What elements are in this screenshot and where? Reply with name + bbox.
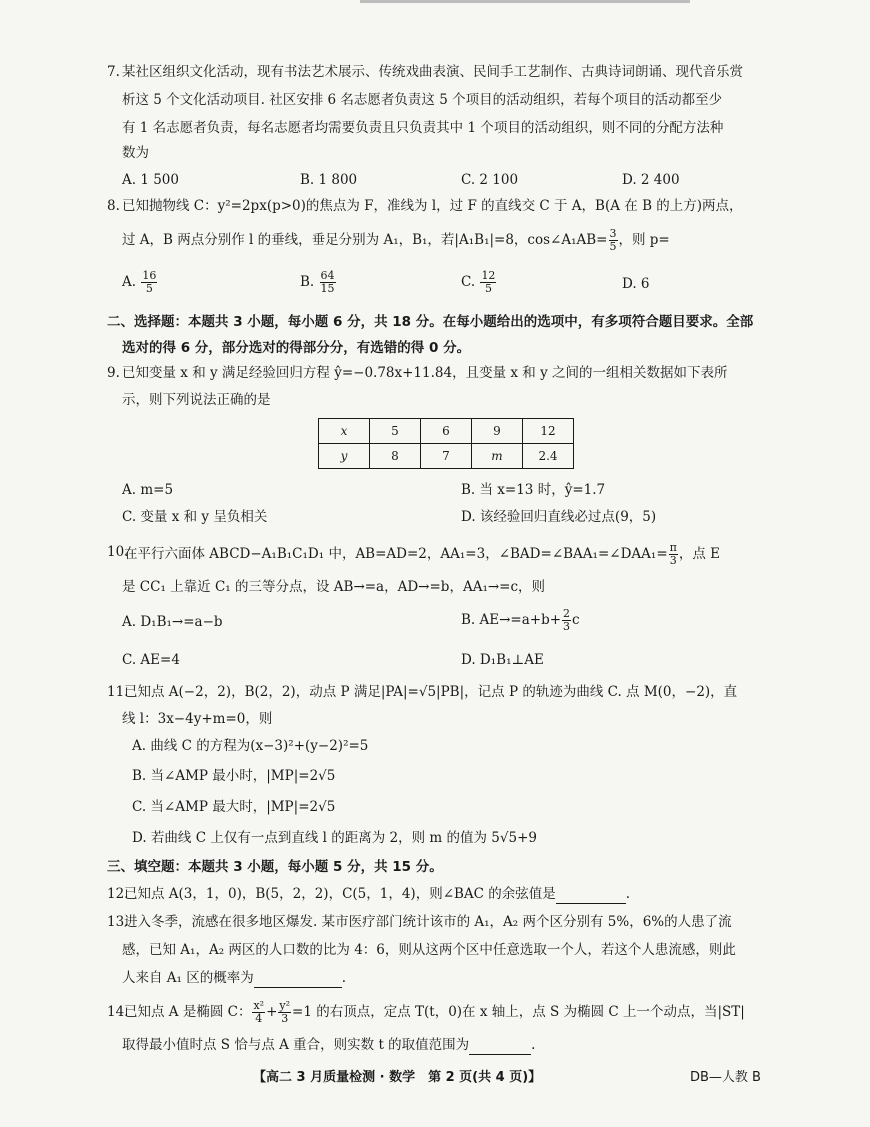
q12-line1 (124, 884, 630, 904)
q11-number: 11. (107, 684, 129, 700)
table-row (319, 419, 574, 444)
q10-line1 (124, 542, 720, 567)
q10-fraction-num: π (669, 541, 677, 554)
q7-line2: 析这 5 个文化活动项目. 社区安排 6 名志愿者负责这 5 个项目的活动组织，若每个项目的活动都至少 (122, 92, 723, 108)
q10-option-b-den: 3 (563, 620, 571, 633)
q8-option-c-den: 5 (484, 282, 492, 295)
q9-option-b: B. 当 x=13 时，ŷ=1.7 (461, 482, 606, 498)
q8-option-a-den: 5 (145, 282, 153, 295)
q7-line4: 数为 (122, 145, 149, 161)
q14-fraction-x (252, 1000, 265, 1025)
q12-answer-blank[interactable] (556, 889, 626, 904)
q13-end: . (341, 970, 347, 986)
q9-data-table (318, 418, 574, 469)
q7-option-a: A. 1 500 (122, 172, 179, 188)
q13-line3-text: 人来自 A₁ 区的概率为 (122, 970, 254, 986)
q10-option-b-text-b: c (572, 612, 580, 628)
q9-line2: 示，则下列说法正确的是 (122, 392, 271, 408)
q8-line2-text-b: ，则 p= (618, 232, 670, 248)
q10-option-b (461, 608, 580, 633)
q14-line1-text-b: =1 的右顶点，定点 T(t，0)在 x 轴上，点 S 为椭圆 C 上一个动点，当|ST| (292, 1004, 745, 1020)
q8-number: 8. (107, 198, 120, 214)
q14-fraction-x-num: x² (253, 999, 265, 1012)
q11-option-d: D. 若曲线 C 上仅有一点到直线 l 的距离为 2，则 m 的值为 5√5+9 (132, 830, 537, 846)
q10-option-c: C. AE=4 (122, 652, 180, 668)
q10-option-a: A. D₁B₁→=a−b (122, 614, 223, 630)
q8-option-b (300, 270, 337, 295)
q11-option-a: A. 曲线 C 的方程为(x−3)²+(y−2)²=5 (132, 738, 369, 754)
q7-option-d: D. 2 400 (622, 172, 680, 188)
section2-heading-line2: 选对的得 6 分，部分选对的得部分分，有选错的得 0 分。 (122, 340, 471, 356)
q8-option-c-num: 12 (481, 269, 496, 282)
section3-heading: 三、填空题：本题共 3 小题，每小题 5 分，共 15 分。 (107, 859, 443, 875)
table-cell: 5 (370, 419, 421, 444)
q8-option-a-frac (141, 270, 157, 295)
q11-option-c: C. 当∠AMP 最大时，|MP|=2√5 (132, 799, 336, 815)
q7-number: 7. (107, 64, 120, 80)
table-cell: 12 (523, 419, 574, 444)
q9-number: 9. (107, 365, 120, 381)
q11-line1: 已知点 A(−2，2)，B(2，2)，动点 P 满足|PA|=√5|PB|，记点 P 的轨迹为曲线 C. 点 M(0，−2)，直 (124, 684, 738, 700)
q8-option-b-num: 64 (320, 269, 335, 282)
q8-option-b-den: 15 (320, 282, 335, 295)
table-cell: x (319, 419, 370, 444)
q10-option-b-frac (562, 608, 571, 633)
q8-option-b-label: B. (300, 274, 315, 290)
q8-option-c-frac (480, 270, 496, 295)
q14-line1-text-a: 已知点 A 是椭圆 C： (124, 1004, 252, 1020)
q8-fraction (609, 228, 618, 253)
q14-fraction-y-num: y² (279, 999, 291, 1012)
q13-line2: 感，已知 A₁，A₂ 两区的人口数的比为 4：6，则从这两个区中任意选取一个人，若这个人患流感，则此 (122, 942, 736, 958)
q14-line2-text: 取得最小值时点 S 恰与点 A 重合，则实数 t 的取值范围为 (122, 1037, 470, 1053)
q8-option-d: D. 6 (622, 276, 650, 292)
q12-number: 12. (107, 886, 129, 902)
page-footer-title: 【高二 3 月质量检测 · 数学 第 2 页(共 4 页)】 (253, 1070, 542, 1085)
q10-line2: 是 CC₁ 上靠近 C₁ 的三等分点，设 AB→=a，AD→=b，AA₁→=c，则 (122, 579, 546, 595)
q14-fraction-x-den: 4 (255, 1012, 263, 1025)
q9-option-a: A. m=5 (122, 482, 174, 498)
q14-line1 (124, 1000, 745, 1025)
section2-heading-line1: 二、选择题：本题共 3 小题，每小题 6 分，共 18 分。在每小题给出的选项中，有多项符合题目要求。全部 (107, 314, 754, 330)
q10-line1-text-a: 在平行六面体 ABCD−A₁B₁C₁D₁ 中，AB=AD=2，AA₁=3，∠BAD=∠BAA₁=∠DAA₁= (124, 546, 668, 562)
q14-line2 (122, 1035, 535, 1055)
q9-option-d: D. 该经验回归直线必过点(9，5) (461, 509, 657, 525)
q13-line3 (122, 968, 346, 988)
q8-line2-text-a: 过 A，B 两点分别作 l 的垂线，垂足分别为 A₁，B₁，若|A₁B₁|=8，cos∠A₁AB= (122, 232, 608, 248)
table-cell: y (319, 444, 370, 469)
page-footer-code: DB—人教 B (690, 1070, 761, 1085)
q10-option-b-text-a: B. AE→=a+b+ (461, 612, 562, 628)
table-row (319, 444, 574, 469)
q8-fraction-den: 5 (609, 240, 617, 253)
table-cell: m (472, 444, 523, 469)
table-cell: 8 (370, 444, 421, 469)
q14-answer-blank[interactable] (469, 1040, 531, 1055)
q10-option-b-num: 2 (563, 607, 571, 620)
table-cell: 7 (421, 444, 472, 469)
q10-line1-text-b: ，点 E (678, 546, 721, 562)
q10-fraction (669, 542, 678, 567)
q10-number: 10. (107, 544, 129, 560)
q8-option-a (122, 270, 158, 295)
q8-line2 (122, 228, 670, 253)
table-cell: 2.4 (523, 444, 574, 469)
q12-text: 已知点 A(3，1，0)，B(5，2，2)，C(5，1，4)，则∠BAC 的余弦值是 (124, 886, 556, 902)
q14-fraction-y (278, 1000, 291, 1025)
table-cell: 9 (472, 419, 523, 444)
q8-option-b-frac (320, 270, 336, 295)
q9-line1: 已知变量 x 和 y 满足经验回归方程 ŷ=−0.78x+11.84，且变量 x 和 y 之间的一组相关数据如下表所 (122, 365, 728, 381)
q13-line1: 进入冬季，流感在很多地区爆发. 某市医疗部门统计该市的 A₁，A₂ 两个区分别有 5%，6%的人患了流 (124, 914, 732, 930)
q14-plus: + (266, 1004, 278, 1020)
q12-end: . (625, 886, 631, 902)
q13-number: 13. (107, 914, 129, 930)
q14-end: . (531, 1037, 536, 1053)
q7-line1: 某社区组织文化活动，现有书法艺术展示、传统戏曲表演、民间手工艺制作、古典诗词朗诵、现代音乐赏 (122, 64, 743, 80)
q8-option-a-num: 16 (142, 269, 157, 282)
table-cell: 6 (421, 419, 472, 444)
q11-line2: 线 l：3x−4y+m=0，则 (122, 711, 273, 727)
q7-option-b: B. 1 800 (300, 172, 358, 188)
q14-number: 14. (107, 1004, 129, 1020)
q10-option-d: D. D₁B₁⊥AE (461, 652, 544, 668)
q8-fraction-num: 3 (609, 227, 617, 240)
q8-option-c-label: C. (461, 274, 476, 290)
q7-option-c: C. 2 100 (461, 172, 519, 188)
q14-fraction-y-den: 3 (281, 1012, 289, 1025)
q8-line1: 已知抛物线 C：y²=2px(p>0)的焦点为 F，准线为 l，过 F 的直线交 C 于 A，B(A 在 B 的上方)两点， (122, 198, 743, 214)
q13-answer-blank[interactable] (254, 973, 342, 988)
q8-option-c (461, 270, 497, 295)
q9-option-c: C. 变量 x 和 y 呈负相关 (122, 509, 268, 525)
q7-line3: 有 1 名志愿者负责，每名志愿者均需要负责且只负责其中 1 个项目的活动组织，则不同的分配方法种 (122, 120, 724, 136)
q11-option-b: B. 当∠AMP 最小时，|MP|=2√5 (132, 768, 336, 784)
q10-fraction-den: 3 (669, 554, 677, 567)
q8-option-a-label: A. (122, 274, 137, 290)
